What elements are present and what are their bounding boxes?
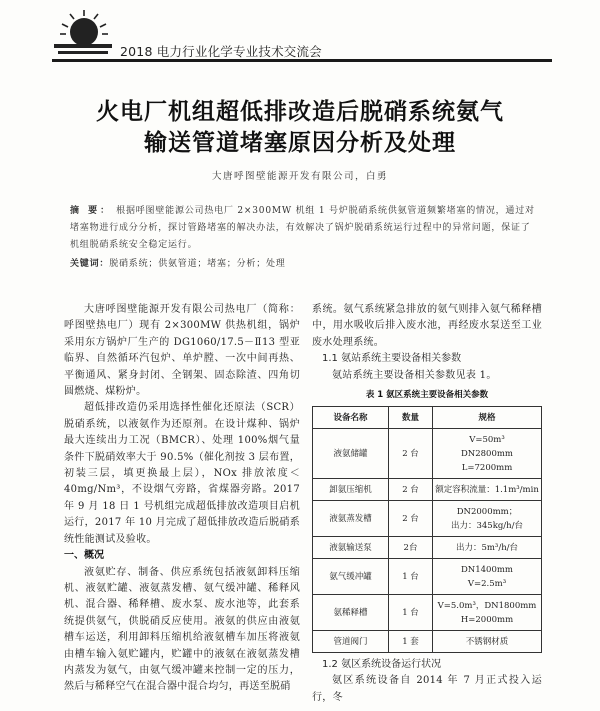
spec-line: DN1400mm [460, 564, 513, 575]
paper-title-line-2: 输送管道堵塞原因分析及处理 [144, 130, 456, 156]
table-cell-spec [433, 479, 542, 501]
spec-line: V=50m³ [469, 434, 505, 445]
table-header-row [313, 407, 542, 429]
table-caption: 表 1 氨区系统主要设备相关参数 [365, 390, 489, 401]
table-row [313, 429, 542, 479]
spec-line: V=2.5m³ [467, 578, 507, 589]
section-heading: 一、概况 [64, 550, 104, 562]
table-cell-qty: 1 台 [389, 559, 433, 595]
table-row [313, 479, 542, 501]
table-cell-name: 液氨输送泵 [313, 537, 389, 559]
author-affiliation: 大唐呼图壁能源开发有限公司，白勇 [211, 171, 388, 182]
table-row [313, 537, 542, 559]
abstract-text: 根据呼图壁能源公司热电厂 2×300MW 机组 1 号炉脱硝系统供氨管道频繁堵塞的情况，通过对堵塞物进行成分分析，探讨管路堵塞的解决办法，有效解决了锅炉脱硝系统运行过程中的异常问题，保证了机组脱硝系统安全稳定运行。 [70, 206, 535, 250]
paragraph: 超低排改造仍采用选择性催化还原法（SCR）脱硝系统，以液氨作为还原剂。在设计煤种、锅炉最大连续出力工况（BMCR）、处理 100%烟气量条件下脱硝效率大于 90.5%（催化剂按 3 层布置，初装三层，填更换最上层），NOx 排放浓度＜40mg/Nm³，不设烟气旁路，省煤器旁路。2017 年 9 月 18 日 1 号机组完成超低排放改造项目启机运行，2017 年 10 月完成了超低排放改造后脱硝系统性能测试及验收。 [64, 402, 300, 545]
spec-line: 不锈钢材质 [465, 636, 509, 647]
table-cell-name: 卸氨压缩机 [313, 479, 389, 501]
paper-title-line-1: 火电厂机组超低排改造后脱硝系统氨气 [96, 99, 504, 125]
table-cell-spec [433, 595, 542, 631]
table-row [313, 631, 542, 653]
table-row [313, 595, 542, 631]
table-cell-qty: 1 套 [389, 631, 433, 653]
table-cell-spec [433, 559, 542, 595]
table-header-cell: 设备名称 [313, 407, 389, 429]
keywords [70, 256, 538, 269]
abstract-label: 摘 要： [70, 206, 113, 216]
spec-line: H=2000mm [460, 614, 514, 625]
spec-line: DN2800mm [460, 448, 513, 459]
spec-line: DN2000mm； [456, 506, 518, 517]
table-cell-qty: 1 台 [389, 595, 433, 631]
paragraph: 氨区系统设备自 2014 年 7 月正式投入运行，冬 [312, 675, 542, 703]
right-column [312, 302, 542, 706]
paragraph: 系统。氨气系统紧急排放的氨气则排入氨气稀释槽中，用水吸收后排入废水池，再经废水泵送至工业废水处理系统。 [312, 304, 542, 348]
table-row [313, 501, 542, 537]
table-cell-spec [433, 537, 542, 559]
abstract [70, 203, 538, 254]
table-cell-name: 管道阀门 [313, 631, 389, 653]
paragraph: 大唐呼图壁能源开发有限公司热电厂（简称：呼图壁热电厂）现有 2×300MW 供热机组，锅炉采用东方锅炉厂生产的 DG1060/17.5－Ⅱ13 型亚临界、自然循环汽包炉、单炉膛、一次中间再热、平衡通风、紧身封闭、全钢架、固态除渣、四角切圆燃烧、煤粉炉。 [64, 304, 300, 398]
subsection-heading: 1.1 氨站系统主要设备相关参数 [322, 353, 462, 365]
page-header [0, 0, 600, 62]
table-cell-qty: 2 台 [389, 429, 433, 479]
spec-line: V=5.0m³，DN1800mm [437, 600, 537, 611]
table-cell-spec [433, 501, 542, 537]
conference-logo-icon [50, 6, 114, 58]
left-column [64, 302, 300, 696]
keywords-label: 关键词： [70, 259, 110, 269]
table-header-cell: 规格 [433, 407, 542, 429]
table-row [313, 559, 542, 595]
header-rule [52, 59, 552, 62]
table-cell-name: 液氨蒸发槽 [313, 501, 389, 537]
table-cell-qty: 2台 [389, 537, 433, 559]
paragraph: 液氨贮存、制备、供应系统包括液氨卸料压缩机、液氨贮罐、液氨蒸发槽、氨气缓冲罐、稀释风机、混合器、稀释槽、废水泵、废水池等，此套系统提供氨气，供脱硝反应使用。液氨的供应由液氨槽车运送，利用卸料压缩机给液氨槽车加压将液氨由槽车输入氨贮罐内，贮罐中的液氨在液氨蒸发槽内蒸发为氨气，由氨气缓冲罐来控制一定的压力，然后与稀释空气在混合器中混合均匀，再送至脱硝 [64, 566, 300, 693]
paragraph: 氨站系统主要设备相关参数见表 1。 [332, 369, 497, 381]
spec-line: 出力：345kg/h/台 [450, 520, 524, 531]
subsection-heading: 1.2 氨区系统设备运行状况 [322, 659, 442, 671]
table-cell-spec [433, 631, 542, 653]
equipment-table [312, 406, 542, 653]
table-header-cell: 数量 [389, 407, 433, 429]
table-cell-qty: 2 台 [389, 479, 433, 501]
table-cell-name: 液氨储罐 [313, 429, 389, 479]
table-cell-spec [433, 429, 542, 479]
table-cell-qty: 2 台 [389, 501, 433, 537]
spec-line: 额定容积流量：1.1m³/min [435, 484, 539, 495]
table-cell-name: 氨稀释槽 [313, 595, 389, 631]
conference-title: 2018 电力行业化学专业技术交流会 [120, 44, 322, 59]
table-cell-name: 氨气缓冲罐 [313, 559, 389, 595]
keywords-text: 脱硝系统；供氨管道；堵塞；分析；处理 [109, 259, 286, 269]
spec-line: L=7200mm [461, 462, 513, 473]
spec-line: 出力：5m³/h/台 [455, 542, 519, 553]
